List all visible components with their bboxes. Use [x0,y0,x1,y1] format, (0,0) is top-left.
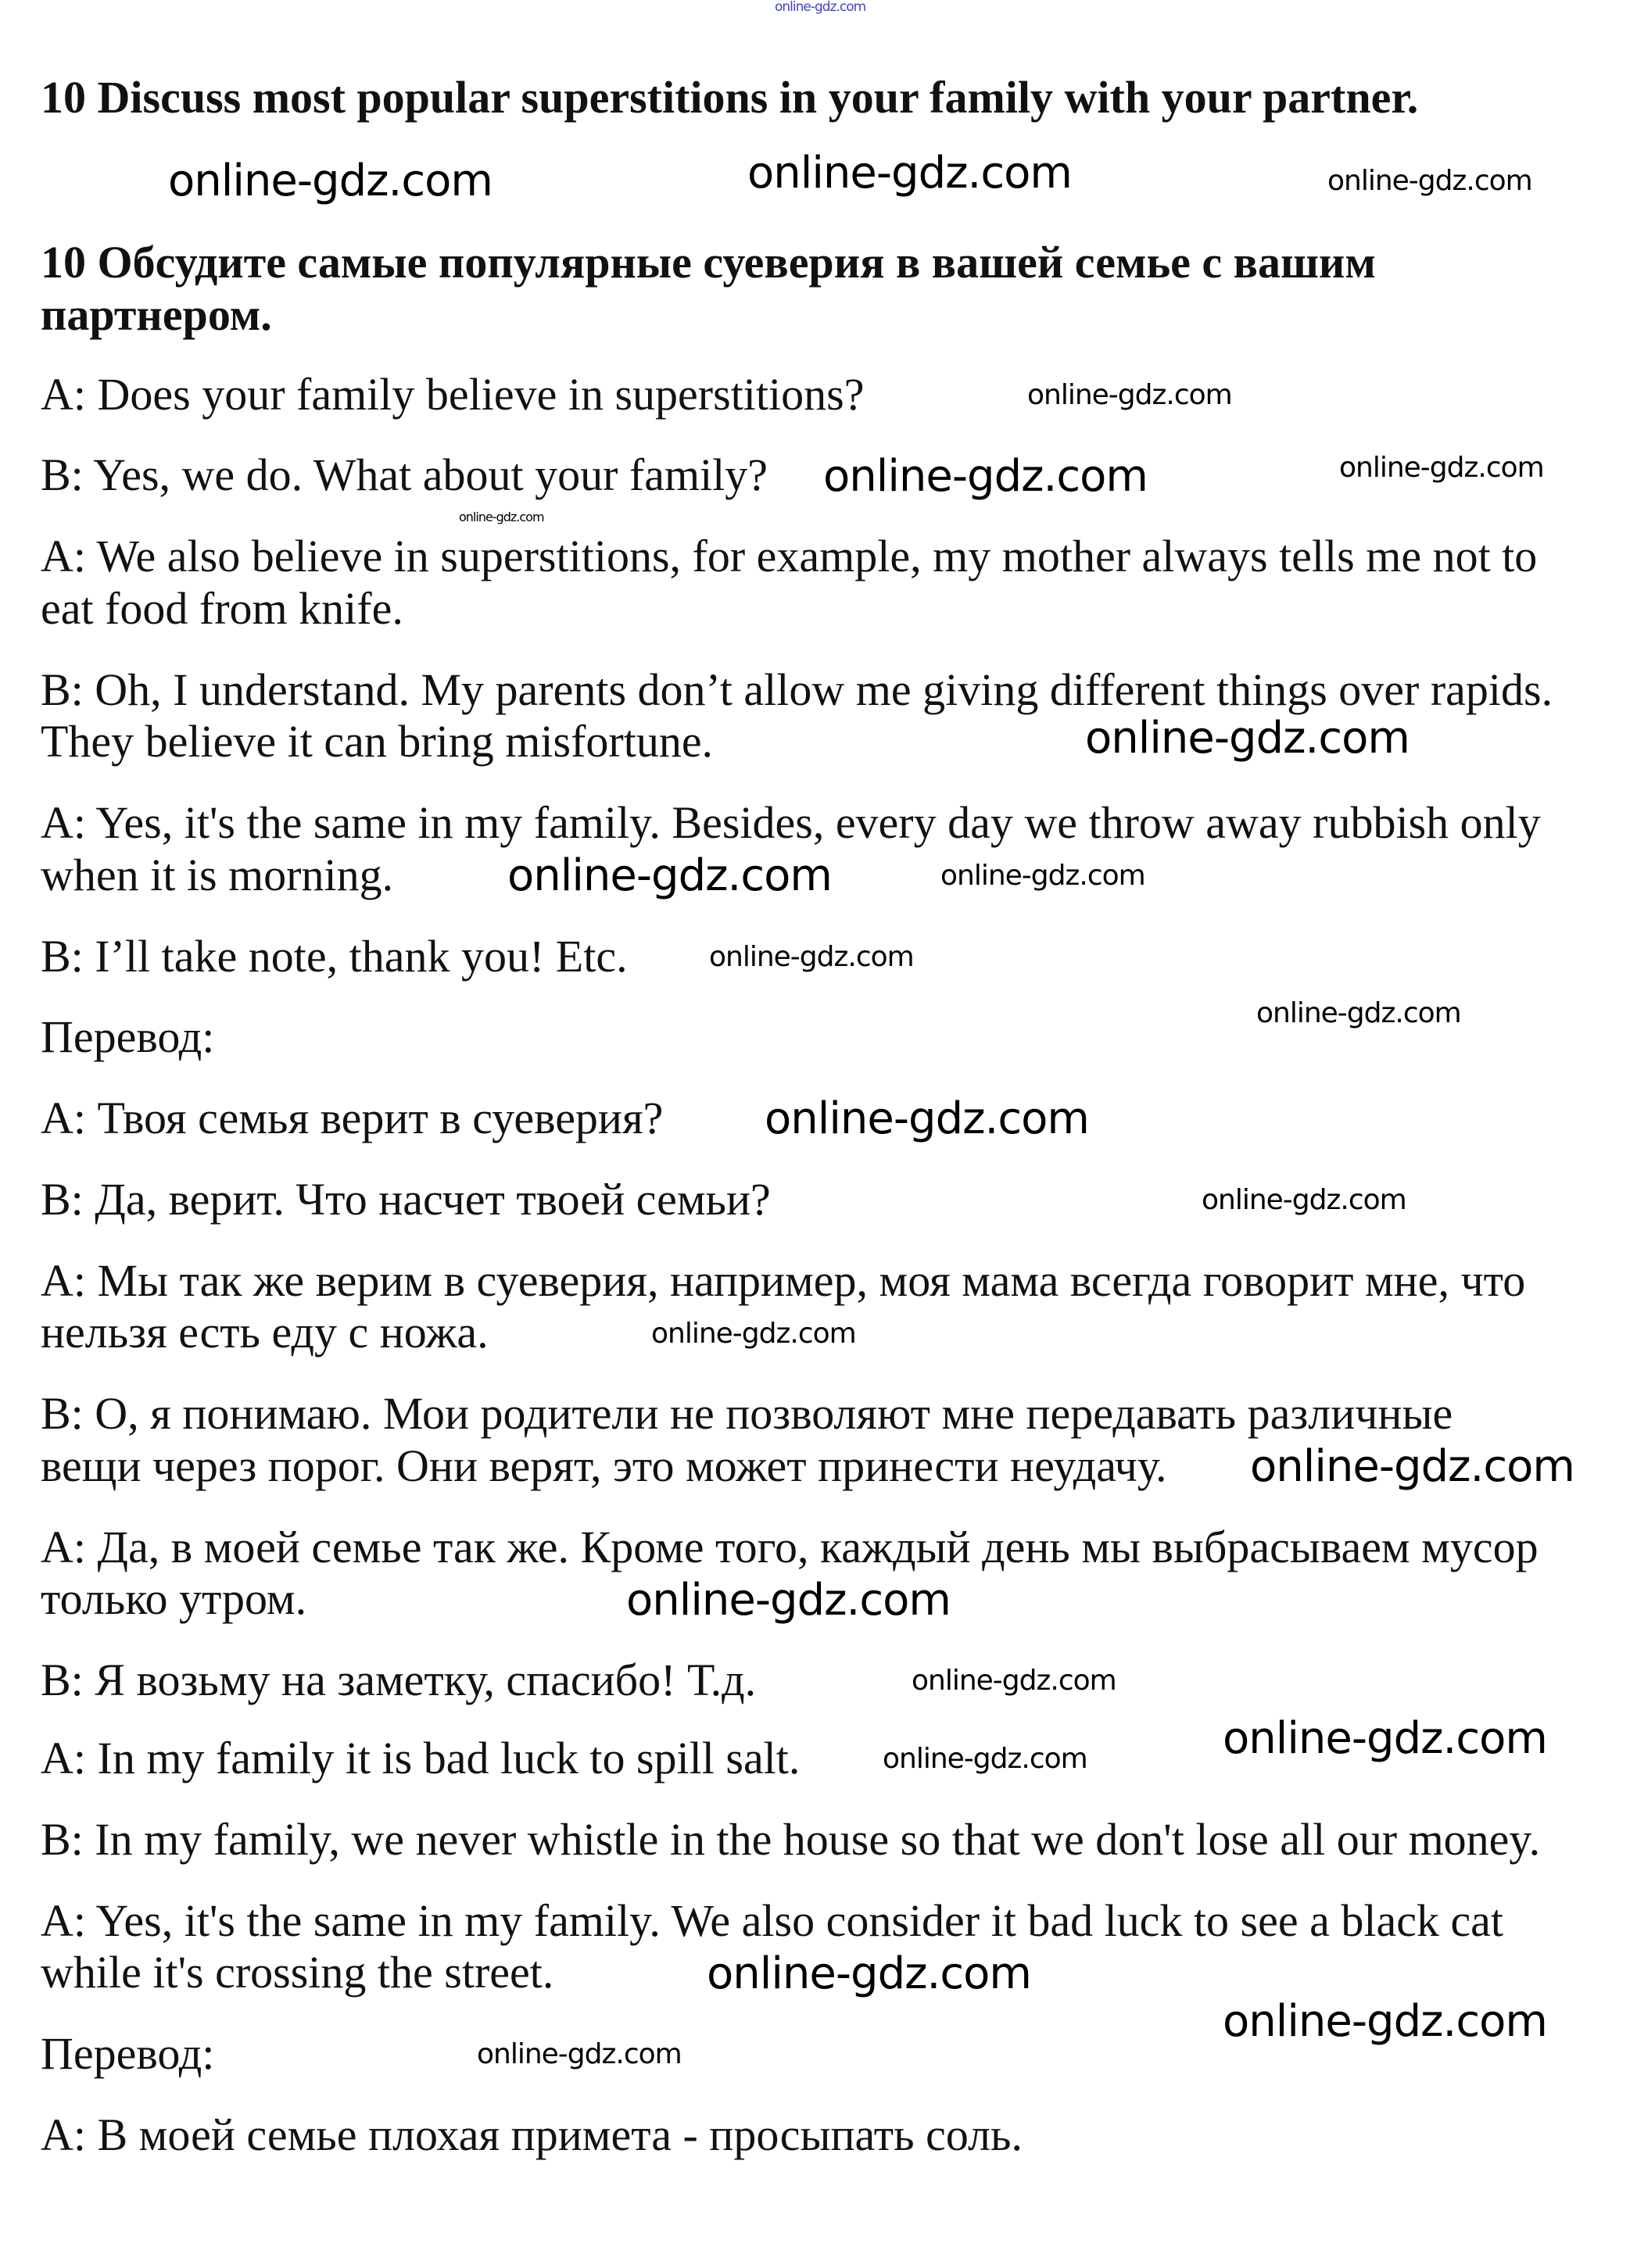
dialogue-line: A: В моей семье плохая примета - просыпать соль. [41,2109,1023,2160]
watermark-text: online-gdz.com [1027,379,1232,411]
watermark-text: online-gdz.com [1202,1184,1406,1216]
dialogue-line: вещи через порог. Они верят, это может принести неудачу. [41,1440,1167,1491]
dialogue-line: They believe it can bring misfortune. [41,716,714,767]
watermark-text: online-gdz.com [1223,1996,1547,2047]
dialogue-line: A: Yes, it's the same in my family. Besides, every day we throw away rubbish only [41,797,1541,848]
watermark-text: online-gdz.com [765,1093,1089,1144]
watermark-text: online-gdz.com [940,860,1145,892]
dialogue-line: B: I’ll take note, thank you! Etc. [41,931,628,982]
dialogue-line: только утром. [41,1573,307,1624]
dialogue-line: A: Мы так же верим в суеверия, например, моя мама всегда говорит мне, что [41,1255,1526,1306]
dialogue-line: eat food from knife. [41,583,403,634]
dialogue-line: B: Да, верит. Что насчет твоей семьи? [41,1174,771,1225]
dialogue-line: B: In my family, we never whistle in the house so that we don't lose all our money. [41,1814,1541,1865]
watermark-text: online-gdz.com [707,1948,1031,1999]
dialogue-line: A: Твоя семья верит в суеверия? [41,1093,664,1143]
dialogue-line: while it's crossing the street. [41,1947,554,1998]
watermark-text: online-gdz.com [747,148,1072,199]
dialogue-line: B: Oh, I understand. My parents don’t allow me giving different things over rapids. [41,664,1553,715]
watermark-text: online-gdz.com [883,1743,1087,1775]
dialogue-line: A: Does your family believe in superstitions? [41,369,865,420]
watermark-text: online-gdz.com [477,2038,682,2070]
watermark-text: online-gdz.com [651,1318,856,1350]
dialogue-line: B: Yes, we do. What about your family? [41,449,768,500]
watermark-text: online-gdz.com [459,510,544,524]
dialogue-line: Перевод: [41,1011,215,1062]
watermark-text: online-gdz.com [626,1575,951,1626]
dialogue-line: Перевод: [41,2028,215,2079]
watermark-text: online-gdz.com [775,0,866,15]
watermark-text: online-gdz.com [1250,1441,1574,1492]
watermark-text: online-gdz.com [823,451,1148,502]
watermark-text: online-gdz.com [507,850,832,901]
dialogue-line: B: Я возьму на заметку, спасибо! Т.д. [41,1654,757,1705]
watermark-text: online-gdz.com [1223,1713,1547,1764]
dialogue-line: нельзя есть еду с ножа. [41,1307,489,1358]
watermark-text: online-gdz.com [709,941,914,973]
task-heading-line: 10 Обсудите самые популярные суеверия в вашей семье с вашим [41,237,1376,288]
dialogue-line: A: Yes, it's the same in my family. We also consider it bad luck to see a black cat [41,1895,1504,1946]
watermark-text: online-gdz.com [168,156,493,206]
dialogue-line: A: Да, в моей семье так же. Кроме того, каждый день мы выбрасываем мусор [41,1522,1538,1572]
dialogue-line: when it is morning. [41,850,394,900]
watermark-text: online-gdz.com [1339,452,1544,484]
watermark-text: online-gdz.com [1085,713,1410,764]
watermark-text: online-gdz.com [1256,997,1461,1029]
watermark-text: online-gdz.com [1327,165,1532,197]
task-heading-line: 10 Discuss most popular superstitions in your family with your partner. [41,72,1419,123]
watermark-text: online-gdz.com [912,1665,1116,1697]
dialogue-line: A: We also believe in superstitions, for example, my mother always tells me not to [41,531,1538,581]
dialogue-line: B: О, я понимаю. Мои родители не позволяют мне передавать различные [41,1388,1453,1439]
dialogue-line: A: In my family it is bad luck to spill salt. [41,1733,801,1783]
task-heading-line: партнером. [41,289,272,340]
